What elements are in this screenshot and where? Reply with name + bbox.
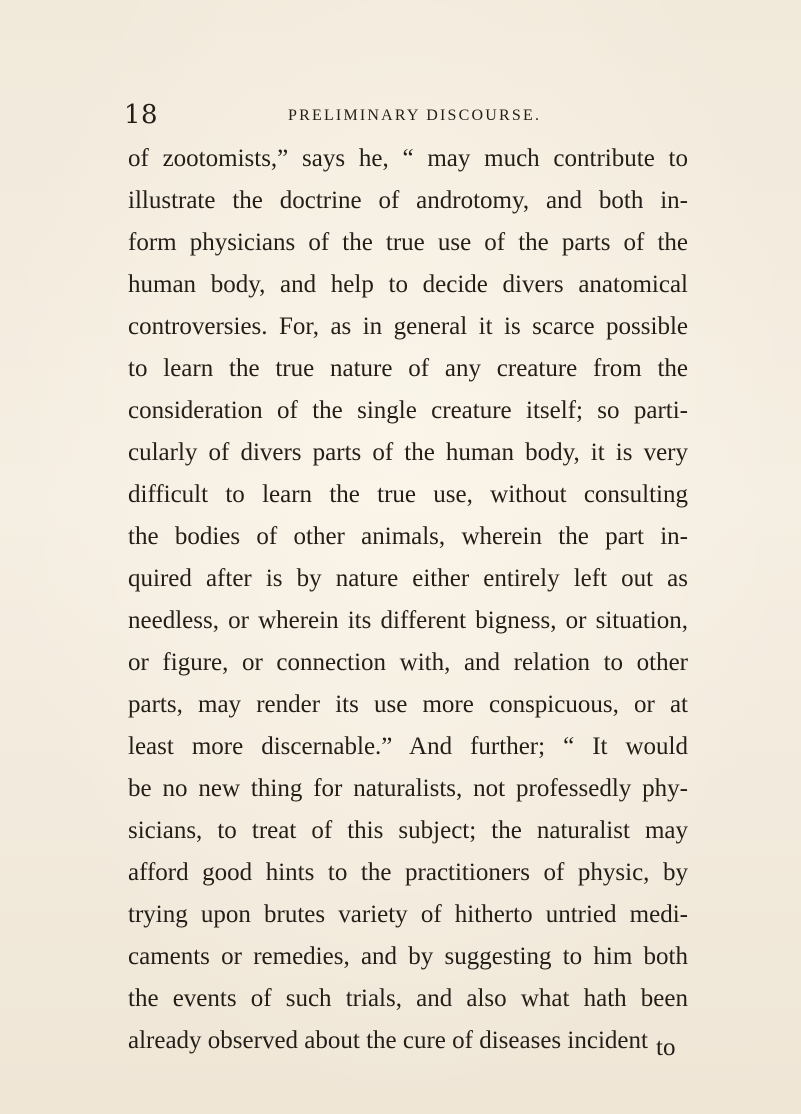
text-line: afford good hints to the practitioners of physic, by (128, 859, 688, 886)
text-line: quired after is by nature either entirely left out as (128, 565, 688, 592)
text-line: human body, and help to decide divers anatomical (128, 271, 688, 298)
text-line: or figure, or connection with, and relation to other (128, 649, 688, 676)
running-head: PRELIMINARY DISCOURSE. (288, 107, 542, 124)
text-line: needless, or wherein its different bigness, or situation, (128, 607, 688, 634)
text-line: form physicians of the true use of the parts of the (128, 229, 688, 256)
text-line: already observed about the cure of diseases incident (128, 1027, 648, 1054)
text-line: the bodies of other animals, wherein the part in- (128, 523, 688, 550)
text-line: cularly of divers parts of the human body, it is very (128, 439, 688, 466)
catchword: to (656, 1034, 676, 1061)
text-line: controversies. For, as in general it is scarce possible (128, 313, 688, 340)
text-line: trying upon brutes variety of hitherto untried medi- (128, 901, 688, 928)
text-line: parts, may render its use more conspicuous, or at (128, 691, 688, 718)
page-number: 18 (124, 100, 159, 130)
text-line: illustrate the doctrine of androtomy, and both in- (128, 187, 688, 214)
text-line: least more discernable.” And further; “ It would (128, 733, 688, 760)
text-line: difficult to learn the true use, without consulting (128, 481, 688, 508)
text-line: consideration of the single creature itself; so parti- (128, 397, 688, 424)
body-text (128, 138, 688, 1062)
page-header (124, 98, 624, 132)
text-line: to learn the true nature of any creature from the (128, 355, 688, 382)
text-line: the events of such trials, and also what hath been (128, 985, 688, 1012)
text-line: of zootomists,” says he, “ may much contribute to (128, 145, 688, 172)
text-line: be no new thing for naturalists, not professedly phy- (128, 775, 688, 802)
text-line: caments or remedies, and by suggesting to him both (128, 943, 688, 970)
text-line: sicians, to treat of this subject; the naturalist may (128, 817, 688, 844)
